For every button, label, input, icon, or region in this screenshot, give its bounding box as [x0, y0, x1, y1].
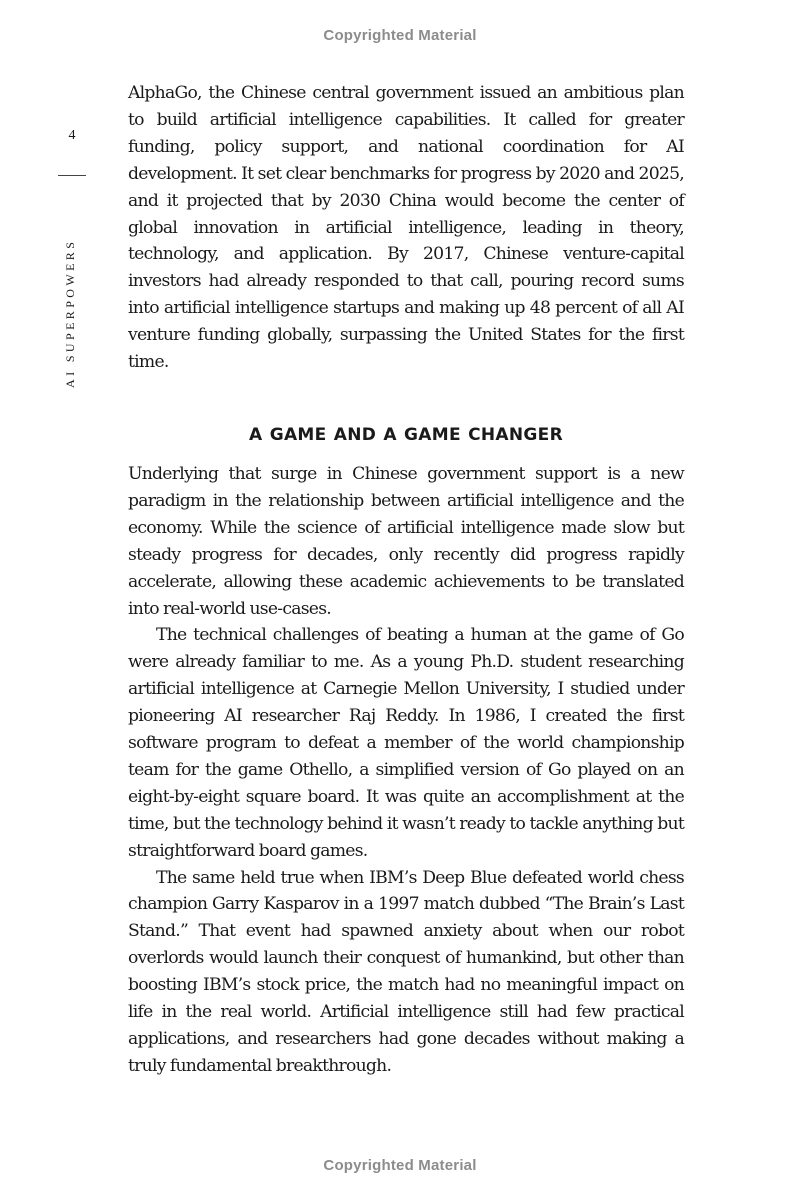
- copyright-watermark-top: Copyrighted Material: [323, 27, 477, 44]
- text-column: [128, 80, 684, 1080]
- page-number: 4: [68, 128, 76, 143]
- running-head: AI SUPERPOWERS: [63, 238, 77, 388]
- margin-divider: [58, 175, 86, 176]
- body-paragraph-3: The same held true when IBM’s Deep Blue defeated world chess champion Garry Kasparov in a 1997 match dubbed “The Brain’s Last Stand.” That event had spawned anxiety about when our robot overlords would launch their conquest of humankind, but other than boosting IBM’s stock price, the match had no meaningful impact on life in the real world. Artificial intelligence still had few practical applications, and researchers had gone decades without making a truly fundamental breakthrough.: [128, 867, 684, 1076]
- copyright-watermark-bottom: Copyrighted Material: [323, 1157, 477, 1174]
- body-paragraph-1: Underlying that surge in Chinese government support is a new paradigm in the relationship between artificial intelligence and the economy. While the science of artificial intelligence made slow but steady progress for decades, only recently did progress rapidly accelerate, allowing these academic achievements to be translated into real-world use-cases.: [128, 463, 684, 619]
- section-heading: A GAME AND A GAME CHANGER: [249, 424, 563, 445]
- intro-paragraph: AlphaGo, the Chinese central government issued an ambitious plan to build artificial intelligence capabilities. It called for greater funding, policy support, and national coordination for AI development. It set clear benchmarks for progress by 2020 and 2025, and it projected that by 2030 China would become the center of global innovation in artificial intelligence, leading in theory, technology, and application. By 2017, Chinese venture-capital investors had already responded to that call, pouring record sums into artificial intelligence startups and making up 48 percent of all AI venture funding globally, surpassing the United States for the first time.: [128, 83, 684, 373]
- body-paragraph-2: The technical challenges of beating a human at the game of Go were already familiar to me. As a young Ph.D. student researching artificial intelligence at Carnegie Mellon University, I studied under pioneering AI researcher Raj Reddy. In 1986, I created the first software program to defeat a member of the world championship team for the game Othello, a simplified version of Go played on an eight-by-eight square board. It was quite an accomplishment at the time, but the technology behind it wasn’t ready to tackle anything but straightforward board games.: [128, 625, 684, 861]
